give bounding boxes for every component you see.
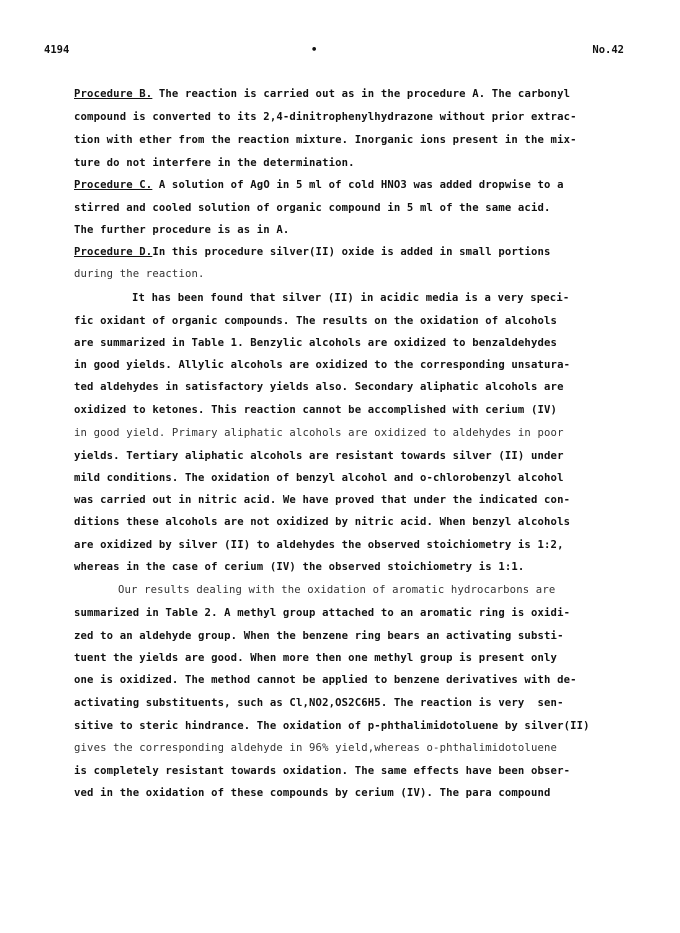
text-line: tion with ether from the reaction mixture. Inorganic ions present in the mix-	[74, 134, 577, 146]
text-line: Procedure C. A solution of AgO in 5 ml of cold HNO3 was added dropwise to a	[74, 179, 564, 191]
text-line: are summarized in Table 1. Benzylic alcohols are oxidized to benzaldehydes	[74, 337, 558, 349]
text-line: is completely resistant towards oxidation. The same effects have been obser-	[74, 765, 571, 777]
text-line: in good yield. Primary aliphatic alcohols are oxidized to aldehydes in poor	[74, 427, 564, 439]
text-line: stirred and cooled solution of organic compound in 5 ml of the same acid.	[74, 202, 551, 214]
text-line: Our results dealing with the oxidation of aromatic hydrocarbons are	[118, 584, 556, 596]
text-line: compound is converted to its 2,4-dinitrophenylhydrazone without prior extrac-	[74, 111, 577, 123]
journal-issue: No.42	[592, 44, 624, 56]
procedure-label: Procedure B.	[74, 88, 153, 100]
text-line: one is oxidized. The method cannot be applied to benzene derivatives with de-	[74, 674, 577, 686]
procedure-label: Procedure C.	[74, 179, 153, 191]
text-line: zed to an aldehyde group. When the benzene ring bears an activating substi-	[74, 630, 564, 642]
text-line: Procedure B. The reaction is carried out as in the procedure A. The carbonyl	[74, 88, 571, 100]
text-line: was carried out in nitric acid. We have proved that under the indicated con-	[74, 494, 571, 506]
header-dot: •	[311, 44, 318, 56]
text-line: ditions these alcohols are not oxidized by nitric acid. When benzyl alcohols	[74, 516, 571, 528]
text-line: ted aldehydes in satisfactory yields also. Secondary aliphatic alcohols are	[74, 381, 564, 393]
text-line: tuent the yields are good. When more then one methyl group is present only	[74, 652, 558, 664]
text-line: gives the corresponding aldehyde in 96% yield,whereas o-phthalimidotoluene	[74, 742, 558, 754]
text-line: during the reaction.	[74, 268, 205, 280]
text-line: fic oxidant of organic compounds. The results on the oxidation of alcohols	[74, 315, 558, 327]
text-line: are oxidized by silver (II) to aldehydes the observed stoichiometry is 1:2,	[74, 539, 564, 551]
page-number: 4194	[44, 44, 70, 56]
text-line: in good yields. Allylic alcohols are oxidized to the corresponding unsatura-	[74, 359, 571, 371]
text-line: The further procedure is as in A.	[74, 224, 290, 236]
text-line: sitive to steric hindrance. The oxidation of p-phthalimidotoluene by silver(II)	[74, 720, 590, 732]
procedure-label: Procedure D.	[74, 246, 153, 258]
text-line: summarized in Table 2. A methyl group attached to an aromatic ring is oxidi-	[74, 607, 571, 619]
text-line: activating substituents, such as Cl,NO2,OS2C6H5. The reaction is very sen-	[74, 697, 564, 709]
text-line: oxidized to ketones. This reaction cannot be accomplished with cerium (IV)	[74, 404, 558, 416]
text-line: yields. Tertiary aliphatic alcohols are resistant towards silver (II) under	[74, 450, 564, 462]
text-line: It has been found that silver (II) in acidic media is a very speci-	[132, 292, 570, 304]
text-line: ture do not interfere in the determination.	[74, 157, 355, 169]
text-line: ved in the oxidation of these compounds by cerium (IV). The para compound	[74, 787, 551, 799]
text-line: mild conditions. The oxidation of benzyl alcohol and o-chlorobenzyl alcohol	[74, 472, 564, 484]
text-line: Procedure D.In this procedure silver(II) oxide is added in small portions	[74, 246, 551, 258]
text-line: whereas in the case of cerium (IV) the observed stoichiometry is 1:1.	[74, 561, 525, 573]
